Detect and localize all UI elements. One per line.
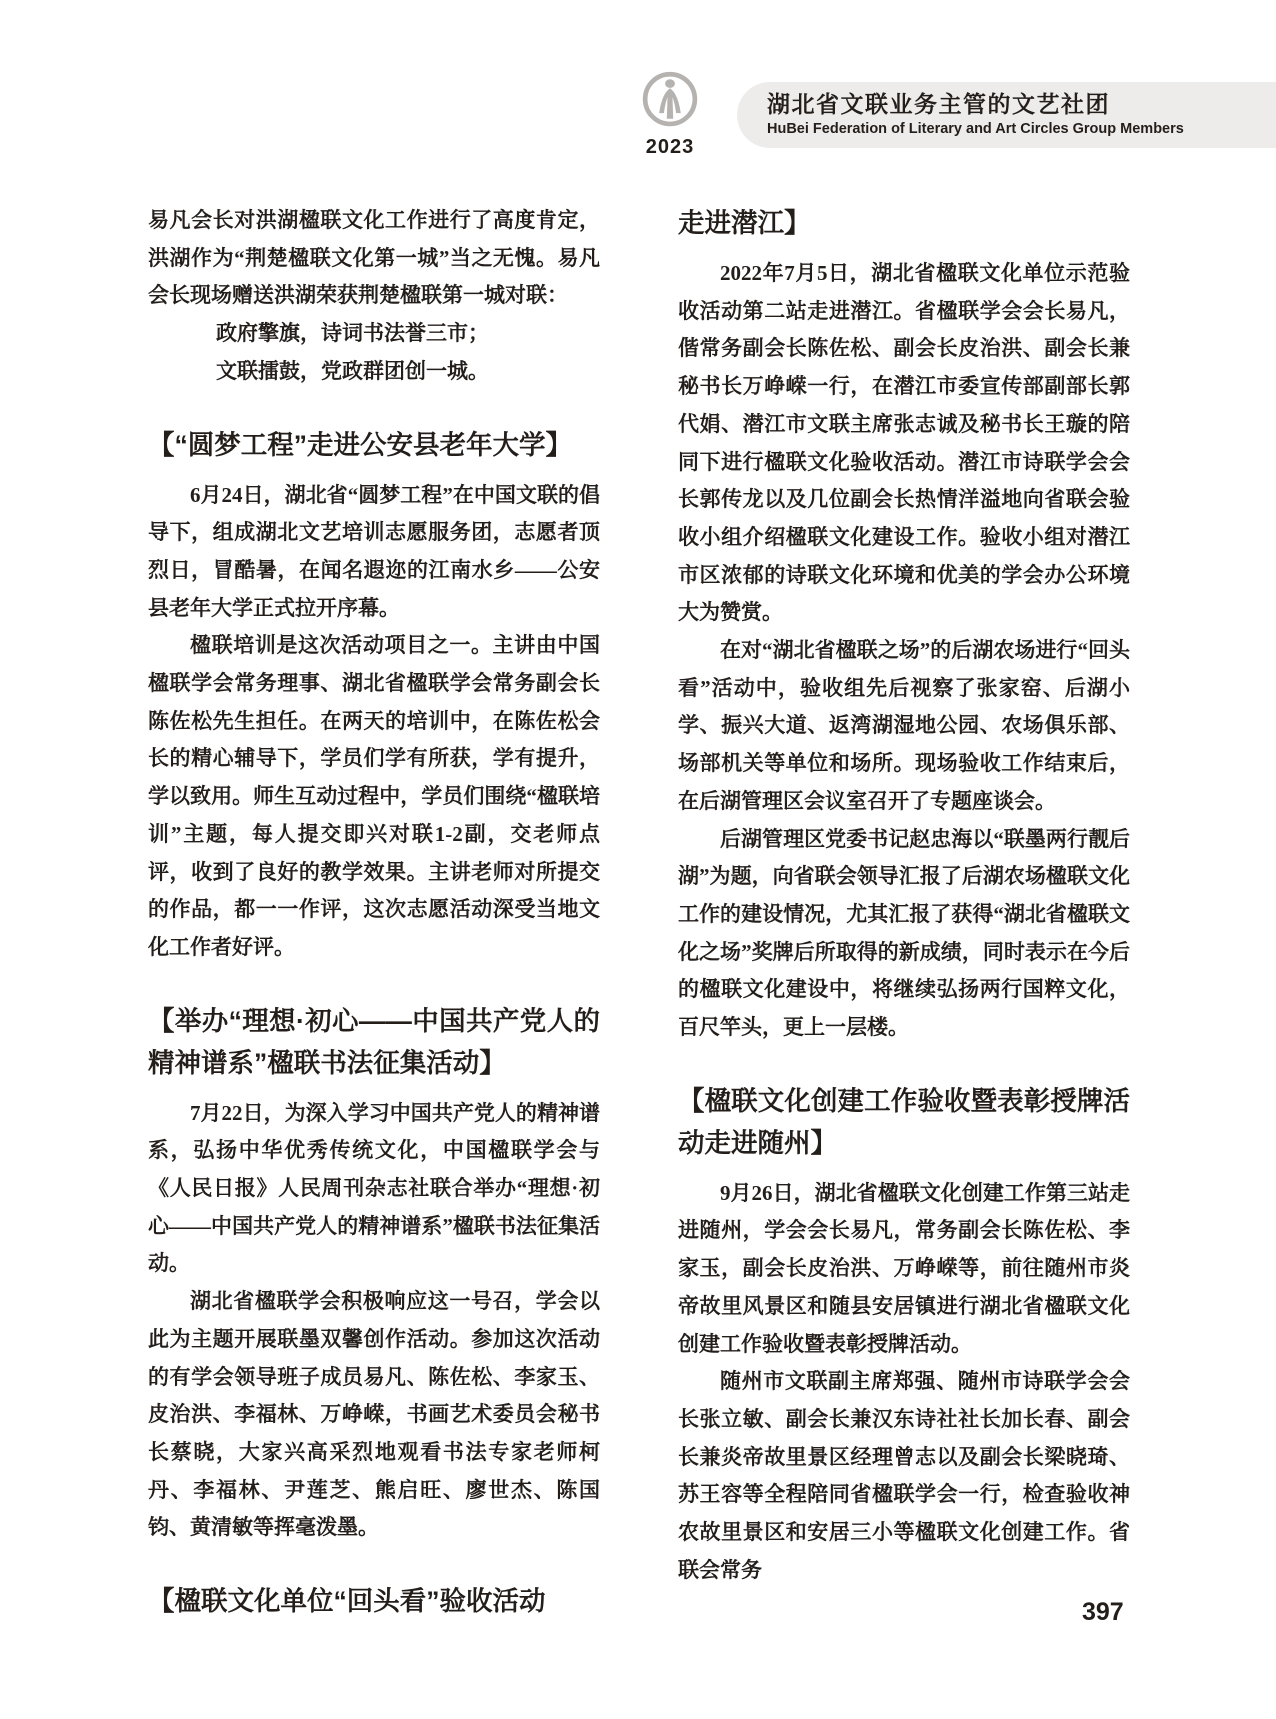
couplet-line: 文联擂鼓，党政群团创一城。 xyxy=(216,358,489,383)
paragraph: 在对“湖北省楹联之场”的后湖农场进行“回头看”活动中，验收组先后视察了张家窑、后湖小学、振兴大道、返湾湖湿地公园、农场俱乐部、场部机关等单位和场所。现场验收工作结束后，在后湖管理区会议室召开了专题座谈会。 xyxy=(678,638,1130,813)
section-heading-continued: 走进潜江】 xyxy=(678,208,811,238)
left-column xyxy=(148,202,600,1633)
page-title-english: HuBei Federation of Literary and Art Circles Group Members xyxy=(767,121,1184,137)
section-heading: 【楹联文化单位“回头看”验收活动 xyxy=(148,1586,546,1617)
section-heading: 【“圆梦工程”走进公安县老年大学】 xyxy=(148,429,572,460)
page-number: 397 xyxy=(1082,1598,1124,1626)
paragraph: 7月22日，为深入学习中国共产党人的精神谱系，弘扬中华优秀传统文化，中国楹联学会与《人民日报》人民周刊杂志社联合举办“理想·初心——中国共产党人的精神谱系”楹联书法征集活动。 xyxy=(148,1100,600,1276)
header-band xyxy=(737,82,1276,148)
paragraph: 湖北省楹联学会积极响应这一号召，学会以此为主题开展联墨双馨创作活动。参加这次活动的有学会领导班子成员易凡、陈佐松、李家玉、皮治洪、李福林、万峥嵘，书画艺术委员会秘书长蔡晓，大家兴高采烈地观看书法专家老师柯丹、李福林、尹莲芝、熊启旺、廖世杰、陈国钧、黄清敏等挥毫泼墨。 xyxy=(148,1289,600,1540)
header-logo xyxy=(638,70,702,159)
flac-emblem-icon xyxy=(640,117,700,134)
paragraph: 6月24日，湖北省“圆梦工程”在中国文联的倡导下，组成湖北文艺培训志愿服务团，志愿者顶烈日，冒酷暑，在闻名遐迩的江南水乡——公安县老年大学正式拉开序幕。 xyxy=(148,482,600,620)
section-heading: 【楹联文化创建工作验收暨表彰授牌活动走进随州】 xyxy=(678,1085,1130,1158)
couplet-line: 政府擎旗，诗词书法誉三市； xyxy=(216,321,489,346)
paragraph: 易凡会长对洪湖楹联文化工作进行了高度肯定，洪湖作为“荆楚楹联文化第一城”当之无愧。易凡会长现场赠送洪湖荣获荆楚楹联第一城对联： xyxy=(148,208,600,308)
paragraph: 楹联培训是这次活动项目之一。主讲由中国楹联学会常务理事、湖北省楹联学会常务副会长陈佐松先生担任。在两天的培训中，在陈佐松会长的精心辅导下，学员们学有所获，学有提升，学以致用。师生互动过程中，学员们围绕“楹联培训”主题，每人提交即兴对联1-2副，交老师点评，收到了良好的教学效果。主讲老师对所提交的作品，都一一作评，这次志愿活动深受当地文化工作者好评。 xyxy=(148,633,600,959)
section-heading: 【举办“理想·初心——中国共产党人的精神谱系”楹联书法征集活动】 xyxy=(148,1005,600,1078)
paragraph: 随州市文联副主席郑强、随州市诗联学会会长张立敏、副会长兼汉东诗社社长加长春、副会长兼炎帝故里景区经理曾志以及副会长梁晓琦、苏王容等全程陪同省楹联学会一行，检查验收神农故里景区和安居三小等楹联文化创建工作。省联会常务 xyxy=(678,1369,1130,1582)
page-title-chinese: 湖北省文联业务主管的文艺社团 xyxy=(767,91,1110,117)
paragraph: 2022年7月5日，湖北省楹联文化单位示范验收活动第二站走进潜江。省楹联学会会长易凡，偕常务副会长陈佐松、副会长皮治洪、副会长兼秘书长万峥嵘一行，在潜江市委宣传部副部长郭代娟、潜江市文联主席张志诚及秘书长王璇的陪同下进行楹联文化验收活动。潜江市诗联学会会长郭传龙以及几位副会长热情洋溢地向省联会验收小组介绍楹联文化建设工作。验收小组对潜江市区浓郁的诗联文化环境和优美的学会办公环境大为赞赏。 xyxy=(678,261,1130,625)
logo-year: 2023 xyxy=(645,136,695,158)
paragraph: 9月26日，湖北省楹联文化创建工作第三站走进随州，学会会长易凡，常务副会长陈佐松、李家玉，副会长皮治洪、万峥嵘等，前往随州市炎帝故里风景区和随县安居镇进行湖北省楹联文化创建工作验收暨表彰授牌活动。 xyxy=(678,1180,1130,1356)
right-column xyxy=(678,202,1130,1590)
paragraph: 后湖管理区党委书记赵忠海以“联墨两行靓后湖”为题，向省联会领导汇报了后湖农场楹联文化工作的建设情况，尤其汇报了获得“湖北省楹联文化之场”奖牌后所取得的新成绩，同时表示在今后的楹联文化建设中，将继续弘扬两行国粹文化，百尺竿头，更上一层楼。 xyxy=(678,826,1130,1040)
